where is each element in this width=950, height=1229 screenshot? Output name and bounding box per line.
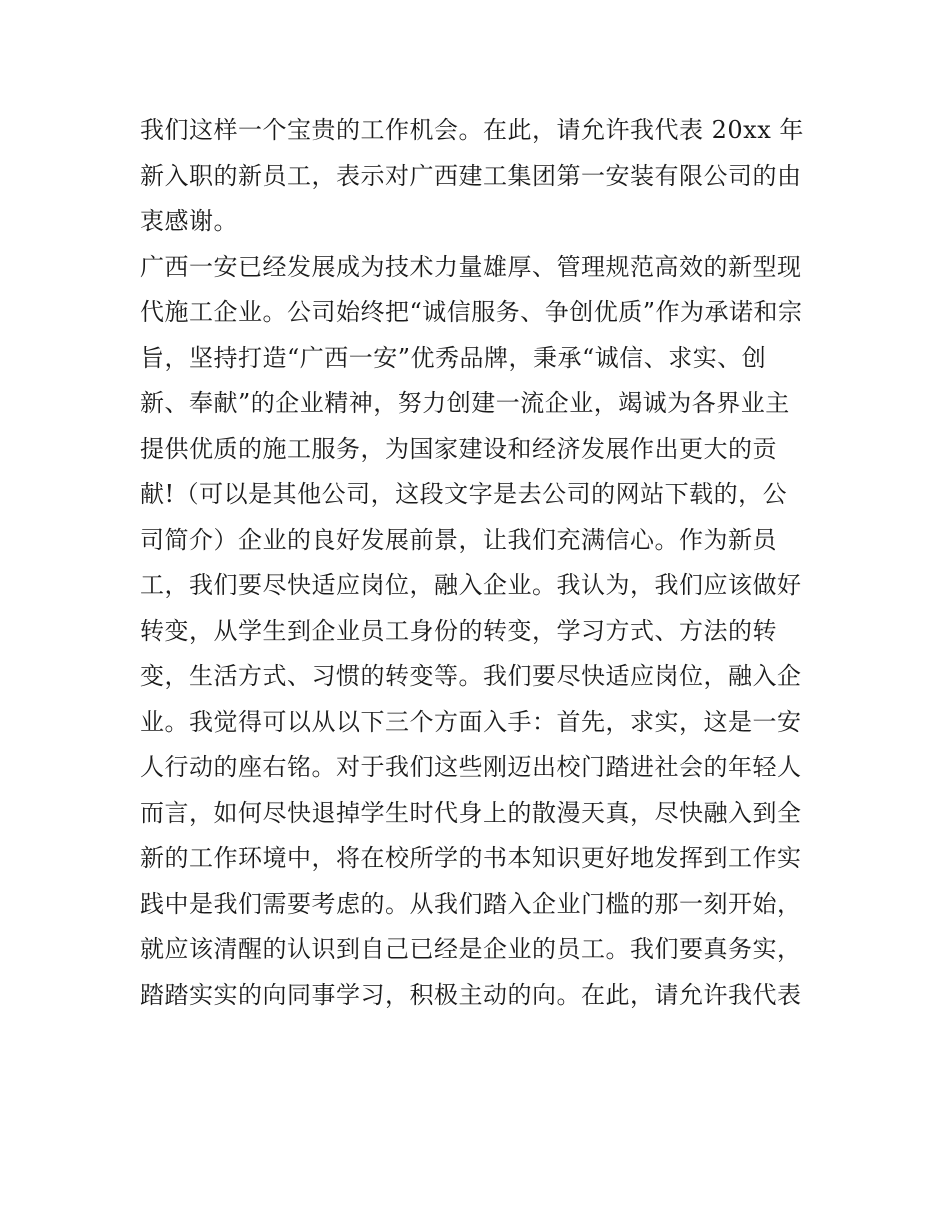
text-line: 工，我们要尽快适应岗位，融入企业。我认为，我们应该做好 bbox=[140, 571, 802, 599]
text-line: 新入职的新员工，表示对广西建工集团第一安装有限公司的由 bbox=[140, 161, 802, 190]
body-text bbox=[140, 108, 820, 1018]
text-line: 人行动的座右铭。对于我们这些刚迈出校门踏进社会的年轻人 bbox=[140, 753, 802, 781]
text-line: 代施工企业。公司始终把“诚信服务、争创优质”作为承诺和宗 bbox=[140, 298, 803, 326]
text-line: 旨，坚持打造“广西一安”优秀品牌，秉承“诚信、求实、创 bbox=[140, 343, 767, 372]
text-line: 衷感谢。 bbox=[140, 207, 238, 235]
text-line: 广西一安已经发展成为技术力量雄厚、管理规范高效的新型现 bbox=[140, 252, 802, 281]
text-line: 转变，从学生到企业员工身份的转变，学习方式、方法的转 bbox=[140, 616, 777, 645]
text-line: 踏踏实实的向同事学习，积极主动的向。在此，请允许我代表 bbox=[140, 980, 802, 1009]
text-line: 变，生活方式、习惯的转变等。我们要尽快适应岗位，融入企 bbox=[140, 662, 802, 690]
text-line: 我们这样一个宝贵的工作机会。在此，请允许我代表 20xx 年 bbox=[140, 116, 804, 144]
text-line: 业。我觉得可以从以下三个方面入手：首先，求实，这是一安 bbox=[140, 707, 802, 736]
text-line: 就应该清醒的认识到自己已经是企业的员工。我们要真务实， bbox=[140, 935, 802, 963]
text-line: 司简介）企业的良好发展前景，让我们充满信心。作为新员 bbox=[140, 525, 777, 554]
text-line: 新的工作环境中，将在校所学的书本知识更好地发挥到工作实 bbox=[140, 844, 802, 872]
text-line: 新、奉献”的企业精神，努力创建一流企业，竭诚为各界业主 bbox=[140, 389, 790, 417]
text-line: 践中是我们需要考虑的。从我们踏入企业门槛的那一刻开始， bbox=[140, 889, 802, 918]
text-line: 献!（可以是其他公司，这段文字是去公司的网站下载的，公 bbox=[140, 480, 788, 508]
text-line: 而言，如何尽快退掉学生时代身上的散漫天真，尽快融入到全 bbox=[140, 798, 802, 827]
text-line: 提供优质的施工服务，为国家建设和经济发展作出更大的贡 bbox=[140, 434, 777, 463]
